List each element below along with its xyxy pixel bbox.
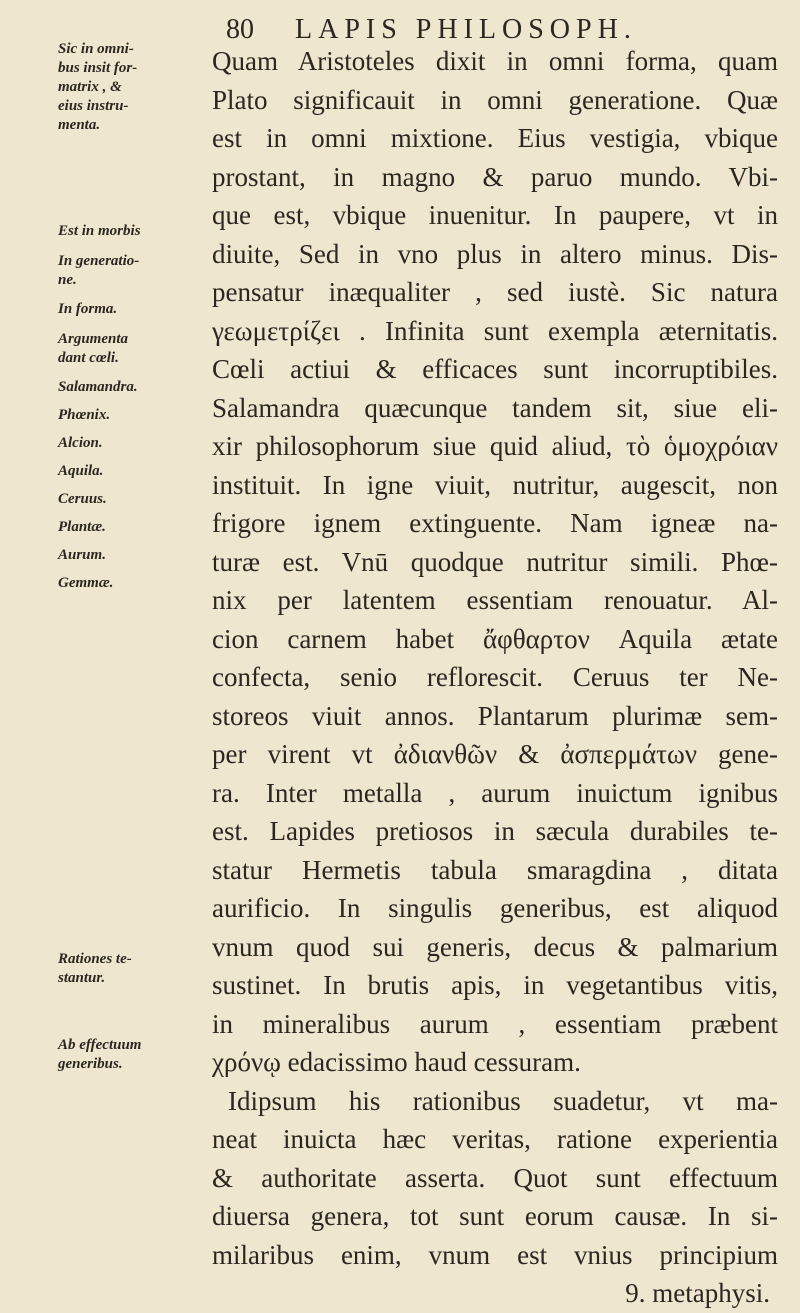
text-line: milaribus enim, vnum est vnius principium — [212, 1239, 778, 1270]
margin-note-line: ne. — [58, 272, 77, 288]
margin-note-line: Argumenta — [58, 331, 129, 347]
margin-note-line: Ab effectuum — [58, 1037, 142, 1053]
margin-note-line: stantur. — [58, 970, 106, 986]
text-line: cion carnem habet ἄφθαρτον Aquila ætate — [212, 623, 778, 654]
margin-note-alcion — [58, 434, 218, 453]
text-line: γεωμετρίζει . Infinita sunt exempla æternitatis. — [212, 315, 778, 346]
margin-note-line: Phœnix. — [58, 407, 111, 423]
margin-note-line: bus insit for- — [58, 60, 138, 76]
margin-note-line: Plantæ. — [58, 519, 106, 535]
margin-note-line: Rationes te- — [58, 951, 132, 967]
margin-note-line: Alcion. — [58, 435, 103, 451]
text-line: aurificio. In singulis generibus, est aliquod — [212, 893, 778, 923]
body-text — [212, 42, 778, 1313]
text-line: per virent vt ἀδιανθῶν & ἀσπερμάτων gene- — [212, 739, 778, 769]
margin-note-line: matrix , & — [58, 79, 122, 95]
text-line: turæ est. Vnū quodque nutritur simili. Phœ- — [212, 546, 778, 577]
text-line: in mineralibus aurum , essentiam præbent — [212, 1008, 778, 1039]
text-line: nix per latentem essentiam renouatur. Al- — [212, 585, 778, 615]
text-line: & authoritate asserta. Quot sunt effectuum — [212, 1162, 778, 1193]
margin-note-line: Sic in omni- — [58, 41, 134, 57]
text-line: Idipsum his rationibus suadetur, vt ma- — [228, 1085, 778, 1116]
margin-note-line: Salamandra. — [58, 379, 138, 395]
margin-note-line: menta. — [58, 117, 101, 133]
margin-note-est-in-morbis — [58, 222, 218, 241]
margin-note-sic-in-omnibus — [58, 40, 218, 135]
margin-note-gemmae — [58, 574, 218, 593]
text-line: xir philosophorum siue quid aliud, τὸ ὁμοχρόιαν — [212, 431, 778, 461]
text-line: est in omni mixtione. Eius vestigia, vbique — [212, 123, 778, 153]
margin-note-aurum — [58, 546, 218, 565]
margin-note-line: In forma. — [58, 301, 118, 317]
margin-note-line: Gemmæ. — [58, 575, 114, 591]
margin-note-plantae — [58, 518, 218, 537]
margin-note-line: Ceruus. — [58, 491, 107, 507]
text-line: pensatur inæqualiter , sed iustè. Sic natura — [212, 277, 778, 307]
margin-note-line: generibus. — [58, 1056, 123, 1072]
text-line: Quam Aristoteles dixit in omni forma, quam — [212, 46, 778, 76]
text-line: est. Lapides pretiosos in sæcula durabiles te- — [212, 816, 778, 846]
text-line: storeos viuit annos. Plantarum plurimæ sem- — [212, 700, 778, 731]
text-line: instituit. In igne viuit, nutritur, augescit, non — [212, 469, 778, 500]
margin-note-in-generatione — [58, 252, 218, 290]
text-line: ra. Inter metalla , aurum inuictum ignibus — [212, 777, 778, 808]
text-line: neat inuicta hæc veritas, ratione experientia — [212, 1124, 778, 1154]
text-line: confecta, senio reflorescit. Ceruus ter Ne- — [212, 662, 778, 692]
text-line: frigore ignem extinguente. Nam igneæ na- — [212, 508, 778, 538]
text-line: χρόνῳ edacissimo haud cessuram. — [212, 1047, 581, 1077]
margin-note-in-forma — [58, 300, 218, 319]
margin-note-line: Aurum. — [58, 547, 106, 563]
margin-note-line: Est in morbis — [58, 223, 141, 239]
margin-note-ceruus — [58, 490, 218, 509]
text-line: vnum quod sui generis, decus & palmarium — [212, 931, 778, 962]
margin-note-phoenix — [58, 406, 218, 425]
text-line: diuersa genera, tot sunt eorum causæ. In si- — [212, 1201, 778, 1231]
text-line: que est, vbique inuenitur. In paupere, vt in — [212, 200, 778, 230]
page-number: 80 — [226, 14, 254, 45]
margin-note-ab-effectuum — [58, 1036, 218, 1074]
text-line: statur Hermetis tabula smaragdina , ditata — [212, 854, 778, 885]
text-line-catchword: 9. metaphysi. — [625, 1278, 770, 1308]
text-line: prostant, in magno & paruo mundo. Vbi- — [212, 161, 778, 192]
running-title: LAPIS PHILOSOPH. — [295, 14, 637, 45]
margin-note-aquila — [58, 462, 218, 481]
margin-note-line: In generatio- — [58, 253, 140, 269]
margin-note-line: eius instru- — [58, 98, 129, 114]
text-line: diuite, Sed in vno plus in altero minus. Dis- — [212, 238, 778, 269]
text-line: Cœli actiui & efficaces sunt incorruptibiles. — [212, 354, 778, 384]
text-line: Salamandra quæcunque tandem sit, siue eli- — [212, 392, 778, 423]
margin-note-salamandra — [58, 378, 218, 397]
text-line: Plato significauit in omni generatione. Quæ — [212, 84, 778, 115]
margin-note-line: dant cœli. — [58, 350, 119, 366]
margin-note-line: Aquila. — [58, 463, 104, 479]
text-line: sustinet. In brutis apis, in vegetantibus vitis, — [212, 970, 778, 1000]
margin-note-rationes — [58, 950, 218, 988]
margin-note-argumenta — [58, 330, 218, 368]
